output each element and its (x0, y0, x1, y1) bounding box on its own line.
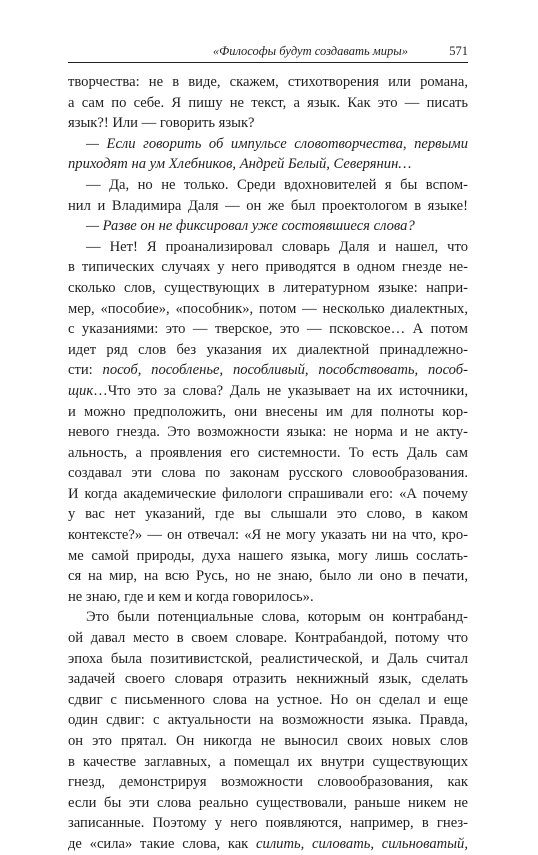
text-line: не знаю, где и кем и когда говорилось». (68, 588, 314, 605)
text-line: сдвиг с письменного слова на устное. Но он сделал и еще (68, 691, 468, 708)
text-line: задачей своего словаря отразить некнижный язык, сделать (68, 671, 468, 688)
text-line: один сдвиг: с актуальности на возможности языка. Правда, (68, 712, 468, 729)
text-line: с указаниями: это — тверское, это — псковское… А потом (68, 321, 468, 338)
text-line: гнезд, демонстрируя возможности словообразования, как (68, 774, 468, 791)
italic-fragment: силить, силовать, сильноватый, (256, 835, 469, 852)
text-line: — Нет! Я проанализировал словарь Даля и нашел, что (86, 238, 468, 255)
text-line: — Да, но не только. Среди вдохновителей я бы вспом- (86, 176, 468, 193)
text-line: ой давал место в своем словаре. Контрабандой, потому что (68, 630, 468, 647)
text-body (68, 72, 468, 855)
text-line: альность, а проявления его системности. То есть Даль сам (68, 444, 468, 461)
text-line: ме самой природы, духа нашего языка, могу лишь сослать- (68, 547, 468, 564)
text-line: ся на мир, на всю Русь, но не знаю, было ли оно в печати, (68, 568, 468, 585)
text-line: сколько слов, существующих в литературном языке: напри- (68, 279, 468, 296)
interviewer-question-line: — Если говорить об импульсе словотворчества, первыми (86, 135, 468, 152)
text-fragment: сти: (68, 362, 93, 379)
text-line-mixed (68, 381, 468, 402)
text-line: в качестве заглавных, а помещал их внутри существующих (68, 753, 468, 770)
text-line: эпоха была позитивистской, реалистической, и Даль считал (68, 650, 468, 667)
page-number: 571 (449, 44, 468, 58)
text-fragment: …Что это за слова? Даль не указывает на их источники, (93, 382, 468, 399)
text-line: язык?! Или — говорить язык? (68, 115, 255, 132)
running-title: «Философы будут создавать миры» (212, 44, 408, 58)
text-line: создавал эти слова по законам русского словообразования. (68, 465, 468, 482)
text-line: идет ряд слов без указания их диалектной принадлежно- (68, 341, 468, 358)
text-line: в типических случаях у него приводятся в одном гнезде не- (68, 259, 468, 276)
interviewer-question-line: приходят на ум Хлебников, Андрей Белый, Северянин… (68, 156, 412, 173)
text-line: если бы эти слова реально существовали, раньше никем не (68, 794, 468, 811)
text-line: он это прятал. Он никогда не выносил своих новых слов (68, 733, 468, 749)
text-line: Это были потенциальные слова, которым он контрабанд- (86, 609, 468, 626)
interviewer-question-line: — Разве он не фиксировал уже состоявшиеся слова? (86, 218, 415, 235)
text-line: И когда академические филологи спрашивали его: «А почему (68, 485, 468, 502)
text-line: а сам по себе. Я пишу не текст, а язык. Как это — писать (68, 94, 468, 111)
text-line: контексте?» — он отвечал: «Я не могу указать ни на что, кро- (68, 527, 468, 544)
text-line: нил и Владимира Даля — он же был проектологом в языке! (68, 197, 468, 214)
text-line: творчества: не в виде, скажем, стихотворения или романа, (68, 74, 468, 90)
text-line: мер, «пособие», «пособник», потом — несколько диалектных, (68, 300, 468, 317)
header-rule (68, 62, 468, 63)
text-line: и можно предположить, они внесены им для полноты кор- (68, 403, 468, 420)
text-fragment: де «сила» такие слова, как (68, 835, 249, 852)
italic-fragment: пособ, пособленье, пособливый, пособствовать, пособ- (102, 362, 468, 379)
text-line: записанные. Поэтому у него появляются, например, в гнез- (68, 815, 468, 832)
text-line: у вас нет указаний, где вы слышали это слово, в каком (68, 506, 468, 523)
running-header (68, 42, 468, 60)
text-line-mixed (68, 834, 468, 855)
text-line-mixed (68, 360, 468, 381)
italic-fragment: щик (68, 382, 94, 399)
text-line: невого гнезда. Это возможности языка: не норма и не акту- (68, 424, 468, 441)
